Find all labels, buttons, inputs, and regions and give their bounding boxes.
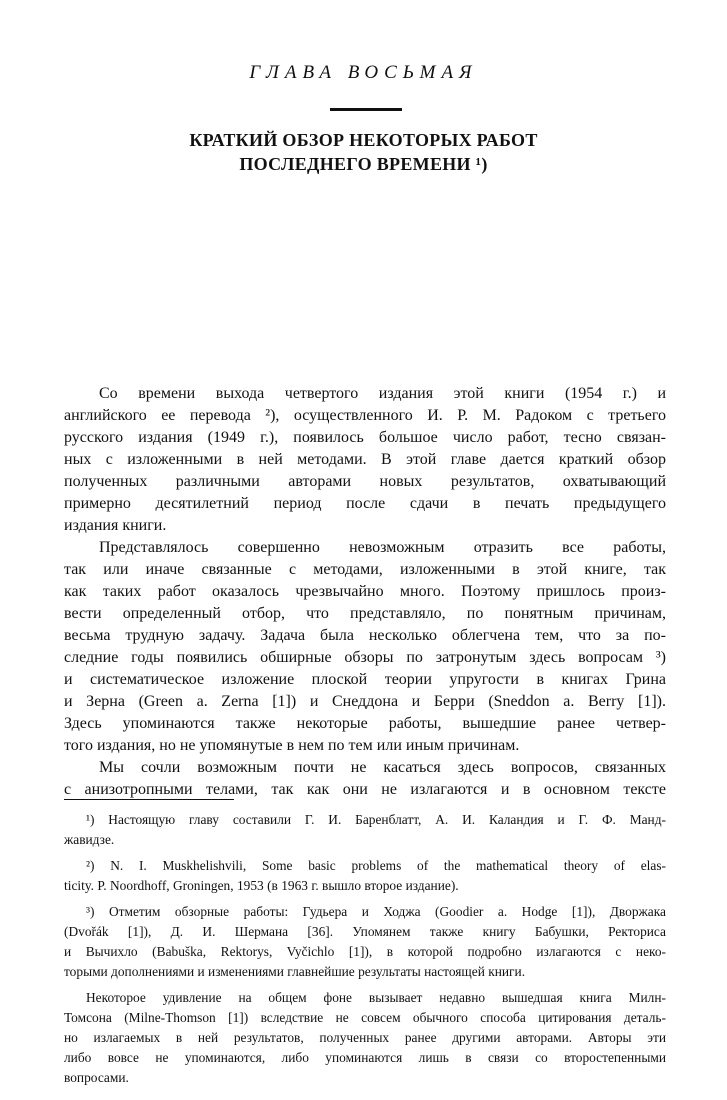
footnote-line: вопросами.	[64, 1070, 129, 1085]
paragraph	[64, 383, 666, 537]
text-line: того издания, но не упомянутые в нем по тем или иным причинам.	[64, 737, 520, 754]
paragraph	[64, 537, 666, 757]
text-line: Со времени выхода четвертого издания этой книги (1954 г.) и	[99, 385, 666, 402]
text-line: Мы сочли возможным почти не касаться здесь вопросов, связанных	[99, 759, 666, 776]
chapter-title	[0, 128, 727, 176]
chapter-title-line: КРАТКИЙ ОБЗОР НЕКОТОРЫХ РАБОТ	[189, 130, 538, 150]
footnote-line: либо вовсе не упоминаются, либо упоминаются лишь в связи со второстепенными	[64, 1050, 666, 1065]
text-line: как таких работ оказалось чрезвычайно много. Поэтому пришлось произ-	[64, 583, 666, 600]
footnote-line: ticity. P. Noordhoff, Groningen, 1953 (в 1963 г. вышло второе издание).	[64, 878, 459, 893]
footnote-line: ³) Отметим обзорные работы: Гудьера и Ходжа (Goodier a. Hodge [1]), Дворжака	[86, 904, 666, 919]
text-line: русского издания (1949 г.), появилось большое число работ, тесно связан-	[64, 429, 666, 446]
text-line: Представлялось совершенно невозможным отразить все работы,	[99, 539, 666, 556]
footnote-line: ¹) Настоящую главу составили Г. И. Баренблатт, А. И. Каландия и Г. Ф. Манд-	[86, 812, 666, 827]
text-line: так или иначе связанные с методами, изложенными в этой книге, так	[64, 561, 666, 578]
text-line: примерно десятилетний период после сдачи в печать предыдущего	[64, 495, 666, 512]
footnote-line: Томсона (Milne-Thomson [1]) вследствие не совсем обычного способа цитирования деталь-	[64, 1010, 666, 1025]
footnote-rule	[64, 799, 234, 800]
footnote	[64, 810, 666, 850]
text-line: ных с изложенными в ней методами. В этой главе дается краткий обзор	[64, 451, 666, 468]
footnotes	[64, 810, 666, 1094]
footnote	[64, 988, 666, 1088]
footnote-line: торыми дополнениями и изменениями главнейшие результаты настоящей книги.	[64, 964, 526, 979]
text-line: с анизотропными телами, так как они не излагаются и в основном тексте	[64, 781, 666, 798]
footnote	[64, 902, 666, 982]
text-line: и Зерна (Green a. Zerna [1]) и Снеддона и Берри (Sneddon a. Berry [1]).	[64, 693, 666, 710]
text-line: издания книги.	[64, 517, 167, 534]
title-rule	[330, 108, 402, 111]
footnote-line: но излагаемых в ней результатов, полученных ранее другими авторами. Авторы эти	[64, 1030, 666, 1045]
footnote-line: жавидзе.	[64, 832, 115, 847]
text-line: следние годы появились обширные обзоры по затронутым здесь вопросам ³)	[64, 649, 666, 666]
text-line: английского ее перевода ²), осуществленного И. Р. М. Радоком с третьего	[64, 407, 666, 424]
footnote	[64, 856, 666, 896]
footnote-line: и Вычихло (Babuška, Rektorys, Vyčichlo [1]), в которой подробно излагаются с неко-	[64, 944, 666, 959]
text-line: и систематическое изложение плоской теории упругости в книгах Грина	[64, 671, 666, 688]
chapter-label: ГЛАВА ВОСЬМАЯ	[249, 62, 478, 83]
text-line: вести определенный отбор, что представляло, по понятным причинам,	[64, 605, 666, 622]
chapter-title-line: ПОСЛЕДНЕГО ВРЕМЕНИ ¹)	[239, 154, 488, 174]
footnote-line: (Dvořák [1]), Д. И. Шермана [36]. Упомянем также книгу Бабушки, Ректориса	[64, 924, 666, 939]
paragraph	[64, 757, 666, 801]
text-line: весьма трудную задачу. Задача была несколько облегчена тем, что за по-	[64, 627, 666, 644]
text-line: Здесь упоминаются также некоторые работы, вышедшие ранее четвер-	[64, 715, 666, 732]
footnote-line: Некоторое удивление на общем фоне вызывает недавно вышедшая книга Милн-	[86, 990, 666, 1005]
text-line: полученных различными авторами новых результатов, охватывающий	[64, 473, 666, 490]
body-text	[64, 383, 666, 801]
footnote-line: ²) N. I. Muskhelishvili, Some basic problems of the mathematical theory of elas-	[86, 858, 666, 873]
